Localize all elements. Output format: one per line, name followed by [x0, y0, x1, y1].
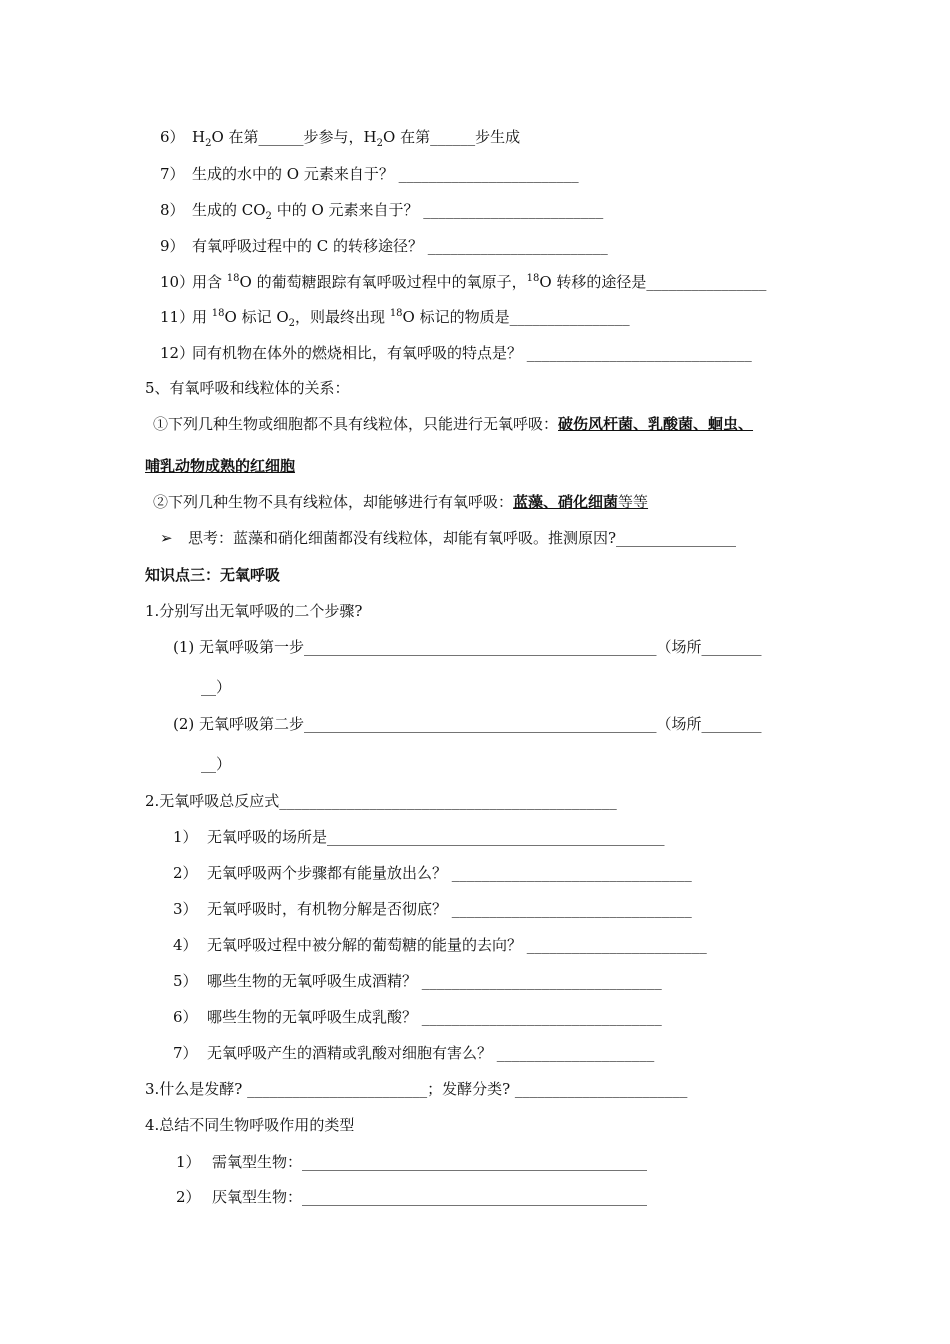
text: 中的 O 元素来自于？ ________________________: [271, 201, 604, 219]
text: O 转移的途径是________________: [539, 273, 767, 291]
question-text: 生成的水中的 O 元素来自于？ ________________________: [192, 165, 579, 183]
text: 生成的 CO: [192, 201, 266, 219]
step-2-line: (2) 无氧呼吸第二步_______________________________________________（场所________: [173, 715, 762, 733]
question-text: 哪些生物的无氧呼吸生成酒精？ ________________________________: [207, 972, 662, 990]
question-9: [160, 236, 608, 256]
superscript: 18: [526, 273, 540, 284]
question-text: 无氧呼吸的场所是_____________________________________________: [207, 828, 665, 846]
item-text-tail: 等等: [618, 493, 649, 511]
item-number: 10）: [160, 273, 195, 291]
sub-question: [173, 1007, 662, 1027]
question-text: 同有机物在体外的燃烧相比，有氧呼吸的特点是？ ______________________________: [192, 344, 752, 362]
subscript: 2: [265, 211, 272, 222]
text: 用: [192, 308, 212, 326]
question-11: [160, 307, 630, 327]
item-number: 7）: [160, 165, 185, 183]
question-text: 无氧呼吸过程中被分解的葡萄糖的能量的去向？ ________________________: [207, 936, 707, 954]
item-number: 9）: [160, 237, 185, 255]
question-text: 有氧呼吸过程中的 C 的转移途径？ ________________________: [192, 237, 608, 255]
item-number: 2）: [173, 864, 198, 882]
sub-question: [173, 971, 662, 991]
step-1-tail: __）: [201, 678, 232, 696]
sub-question: [173, 1043, 654, 1063]
superscript: 18: [389, 308, 403, 319]
item-number: 1）: [176, 1153, 201, 1171]
text: ，则最终出现: [295, 308, 390, 326]
item-number: 11）: [160, 308, 195, 326]
think-line: [160, 528, 736, 548]
question-text: 无氧呼吸两个步骤都有能量放出么？ ________________________________: [207, 864, 692, 882]
item-number: 6）: [160, 128, 185, 146]
item-number: 7）: [173, 1044, 198, 1062]
highlight-text: 哺乳动物成熟的红细胞: [145, 457, 296, 475]
text: H: [192, 128, 206, 146]
think-text: 思考：蓝藻和硝化细菌都没有线粒体，却能有氧呼吸。推测原因?________________: [188, 529, 737, 547]
subscript: 2: [288, 318, 296, 329]
question-10: [160, 272, 766, 292]
type-line-1: [176, 1152, 647, 1172]
arrow-bullet-icon: ➢: [160, 529, 173, 547]
sub-question: [173, 863, 692, 883]
section-5-item-1: [153, 414, 753, 434]
k3-question-1: 1.分别写出无氧呼吸的二个步骤?: [145, 602, 363, 620]
sub-question: [173, 935, 707, 955]
text: O 标记的物质是________________: [402, 308, 630, 326]
text: 用含: [192, 273, 227, 291]
sub-question: [173, 899, 692, 919]
superscript: 18: [211, 308, 225, 319]
question-7: [160, 164, 579, 184]
type-text: 厌氧型生物：______________________________________________: [212, 1188, 648, 1206]
text: O 在第______步生成: [383, 128, 521, 146]
superscript: 18: [226, 273, 240, 284]
question-8: [160, 200, 603, 220]
type-text: 需氧型生物：______________________________________________: [212, 1153, 648, 1171]
step-1-line: (1) 无氧呼吸第一步_______________________________________________（场所________: [173, 638, 762, 656]
item-number: 8）: [160, 201, 185, 219]
section-5-title: 5、有氧呼吸和线粒体的关系：: [145, 379, 350, 397]
type-line-2: [176, 1187, 647, 1207]
highlight-text: 蓝藻、硝化细菌: [513, 493, 619, 511]
item-number: 4）: [173, 936, 198, 954]
k3-question-3: 3.什么是发酵? ________________________；发酵分类? _______________________: [145, 1080, 688, 1098]
section-heading: 知识点三：无氧呼吸: [145, 566, 281, 584]
question-text: 无氧呼吸产生的酒精或乳酸对细胞有害么？ _____________________: [207, 1044, 655, 1062]
k3-question-2: 2.无氧呼吸总反应式_____________________________________________: [145, 792, 617, 810]
item-number: 1）: [173, 828, 198, 846]
subscript: 2: [376, 138, 383, 149]
text: O 标记 O: [224, 308, 289, 326]
question-6: [160, 127, 520, 147]
item-number: 3）: [173, 900, 198, 918]
question-text: 无氧呼吸时，有机物分解是否彻底？ ________________________________: [207, 900, 692, 918]
section-5-item-1-cont: [145, 456, 295, 476]
section-5-item-2: [153, 492, 648, 512]
question-text: 哪些生物的无氧呼吸生成乳酸？ ________________________________: [207, 1008, 662, 1026]
item-text: ②下列几种生物不具有线粒体，却能够进行有氧呼吸：: [153, 493, 514, 511]
item-number: 12）: [160, 344, 195, 362]
text: O 在第______步参与，H: [211, 128, 377, 146]
sub-question: [173, 827, 665, 847]
step-2-tail: __）: [201, 755, 232, 773]
item-number: 6）: [173, 1008, 198, 1026]
item-number: 2）: [176, 1188, 201, 1206]
text: O 的葡萄糖跟踪有氧呼吸过程中的氧原子，: [239, 273, 527, 291]
item-number: 5）: [173, 972, 198, 990]
subscript: 2: [205, 138, 212, 149]
question-12: [160, 343, 752, 363]
k3-question-4: 4.总结不同生物呼吸作用的类型: [145, 1116, 355, 1134]
item-text: ①下列几种生物或细胞都不具有线粒体，只能进行无氧呼吸：: [153, 415, 559, 433]
highlight-text: 破伤风杆菌、乳酸菌、蛔虫、: [558, 415, 754, 433]
